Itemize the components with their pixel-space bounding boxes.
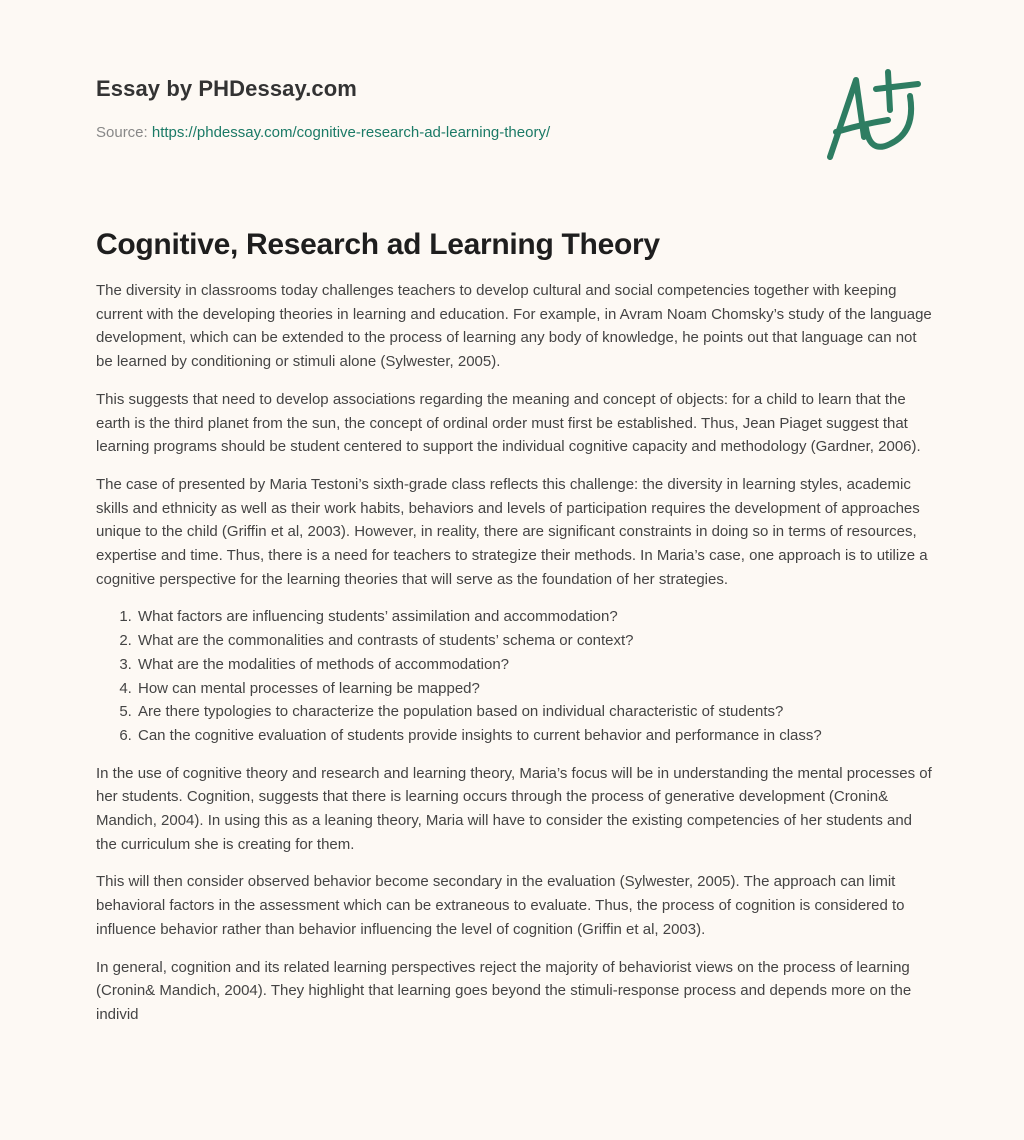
site-title: Essay by PHDessay.com — [96, 76, 357, 101]
list-item: 1. What factors are influencing students’ assimilation and accommodation? — [136, 605, 932, 629]
paragraph-6: In general, cognition and its related learning perspectives reject the majority of behaviorist views on the process of learning (Cronin& Mandich, 2004). They highlight that learning goes beyond the stimuli-response process and depends more on the individ — [96, 958, 912, 1023]
article-title: Cognitive, Research ad Learning Theory — [96, 228, 660, 261]
source-label: Source: — [96, 124, 148, 141]
paragraph-2: This suggests that need to develop associations regarding the meaning and concept of objects: for a child to learn that the earth is the third planet from the sun, the concept of ordinal order must first be established. Thus, Jean Piaget suggest that learning programs should be student centered to support the individual cognitive capacity and methodology (Gardner, 2006). — [96, 390, 921, 456]
paragraph-4: In the use of cognitive theory and research and learning theory, Maria’s focus will be in understanding the mental processes of her students. Cognition, suggests that there is learning occurs through the process of generative development (Cronin& Mandich, 2004). In using this as a leaning theory, Maria will have to consider the existing competencies of her students and the curriculum she is creating for them. — [96, 764, 932, 853]
list-item: 5. Are there typologies to characterize the population based on individual characteristic of students? — [136, 700, 932, 724]
questions-list — [96, 605, 932, 747]
paragraph-3: The case of presented by Maria Testoni’s sixth-grade class reflects this challenge: the diversity in learning styles, academic skills and ethnicity as well as their work habits, behaviors and levels of participation requires the development of approaches unique to the child (Griffin et al, 2003). However, in reality, there are significant constraints in doing so in terms of resources, expertise and time. Thus, there is a need for teachers to strategize their methods. In Maria’s case, one approach is to utilize a cognitive perspective for the learning theories that will serve as the foundation of her strategies. — [96, 475, 928, 588]
source-link[interactable]: https://phdessay.com/cognitive-research-ad-learning-theory/ — [151, 124, 551, 141]
article — [96, 226, 932, 1041]
list-item: 4. How can mental processes of learning be mapped? — [136, 677, 932, 701]
list-item: 6. Can the cognitive evaluation of students provide insights to current behavior and performance in class? — [136, 724, 932, 748]
a-plus-logo-icon — [818, 62, 933, 167]
source-line — [96, 124, 550, 141]
paragraph-1: The diversity in classrooms today challenges teachers to develop cultural and social competencies together with keeping current with the developing theories in learning and education. For example, in Avram Noam Chomsky’s study of the language development, which can be extended to the process of learning any body of knowledge, he points out that language can not be learned by conditioning or stimuli alone (Sylwester, 2005). — [96, 282, 932, 371]
paragraph-5: This will then consider observed behavior become secondary in the evaluation (Sylwester, 2005). The approach can limit behavioral factors in the assessment which can be extraneous to evaluate. Thus, the process of cognition is considered to influence behavior rather than behavior influencing the level of cognition (Griffin et al, 2003). — [96, 873, 905, 938]
list-item: 3. What are the modalities of methods of accommodation? — [136, 653, 932, 677]
list-item: 2. What are the commonalities and contrasts of students’ schema or context? — [136, 629, 932, 653]
